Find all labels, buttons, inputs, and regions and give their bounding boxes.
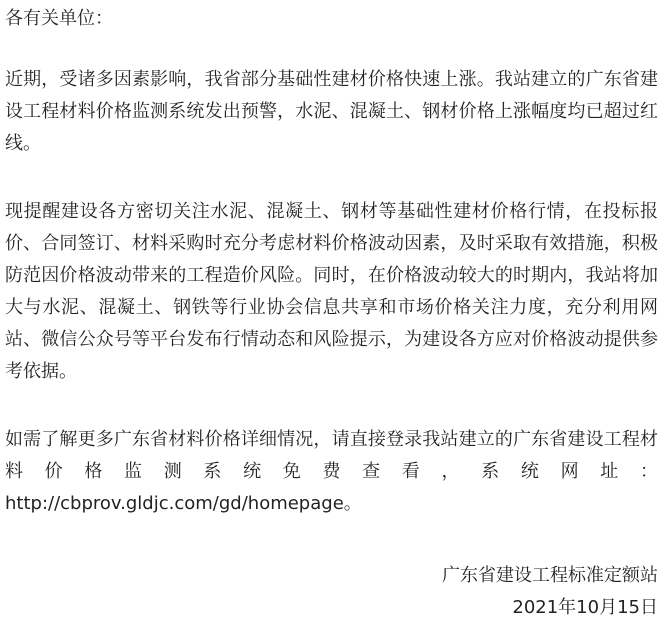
paragraph-line: 站、微信公众号等平台发布行情动态和风险提示，为建设各方应对价格波动提供参 xyxy=(5,329,658,350)
paragraph-line: 价、合同签订、材料采购时充分考虑材料价格波动因素，及时采取有效措施，积极 xyxy=(5,233,658,254)
paragraph-price-warning xyxy=(5,64,658,160)
paragraph-line: 线。 xyxy=(5,133,41,154)
paragraph-line: 大与水泥、混凝土、钢铁等行业协会信息共享和市场价格关注力度，充分利用网 xyxy=(5,297,658,318)
paragraph-line: 防范因价格波动带来的工程造价风险。同时，在价格波动较大的时期内，我站将加 xyxy=(5,265,658,286)
website-url: http://cbprov.gldjc.com/gd/homepage。 xyxy=(5,493,362,514)
paragraph-line: 现提醒建设各方密切关注水泥、混凝土、钢材等基础性建材价格行情，在投标报 xyxy=(5,201,658,222)
signature-date: 2021年10月15日 xyxy=(512,597,658,618)
paragraph-line: 如需了解更多广东省材料价格详细情况，请直接登录我站建立的广东省建设工程材 xyxy=(5,429,658,450)
paragraph-line: 设工程材料价格监测系统发出预警，水泥、混凝土、钢材价格上涨幅度均已超过红 xyxy=(5,101,658,122)
paragraph-line: 近期，受诸多因素影响，我省部分基础性建材价格快速上涨。我站建立的广东省建 xyxy=(5,69,658,90)
paragraph-reminder xyxy=(5,196,658,388)
paragraph-line: 考依据。 xyxy=(5,361,77,382)
salutation: 各有关单位： xyxy=(5,8,113,29)
paragraph-line: 料 价 格 监 测 系 统 免 费 查 看 ， 系 统 网 址 ： xyxy=(5,461,658,482)
paragraph-more-info xyxy=(5,424,658,520)
signature-organization: 广东省建设工程标准定额站 xyxy=(442,565,658,586)
